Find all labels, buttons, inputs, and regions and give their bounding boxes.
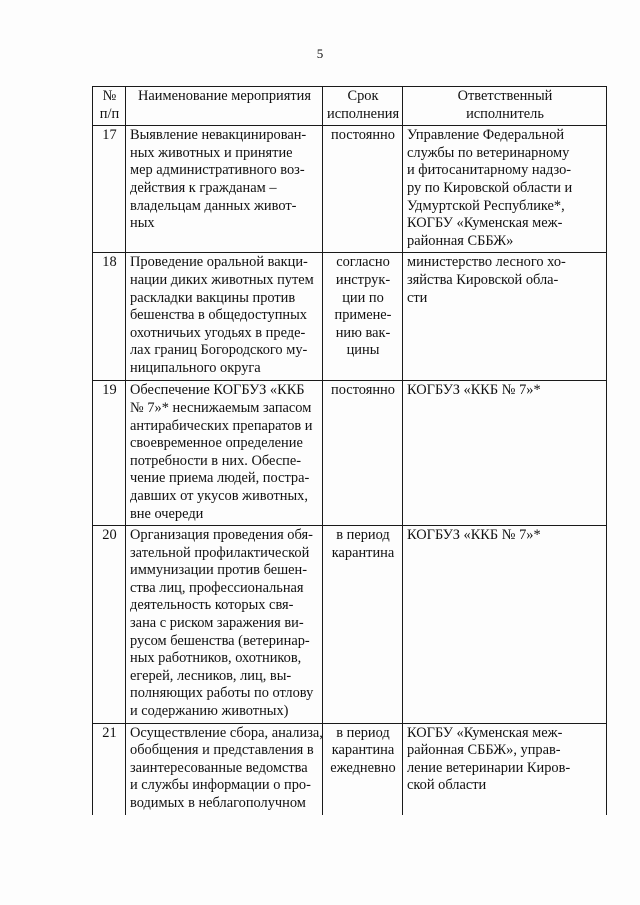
measure-name — [126, 126, 323, 253]
text-line: карантина — [331, 544, 395, 561]
table-row — [93, 253, 607, 381]
row-number: 18 — [93, 253, 126, 381]
text-line: антирабических препаратов и — [130, 417, 313, 434]
measures-table — [92, 86, 607, 815]
text-line: ных работников, охотников, — [130, 650, 302, 667]
text-line: лах границ Богородского му- — [130, 342, 308, 359]
text-line: иммунизации против бешен- — [130, 562, 308, 579]
text-line: Срок — [347, 88, 379, 104]
text-line: районная СББЖ», управ- — [407, 742, 561, 759]
text-line: сти — [407, 289, 428, 306]
measure-responsible — [403, 253, 607, 381]
measure-name — [126, 723, 323, 814]
header-num — [93, 87, 126, 126]
text-line: Наименование мероприятия — [138, 88, 311, 104]
table-row — [93, 723, 607, 814]
row-number: 20 — [93, 526, 126, 724]
text-line: службы по ветеринарному — [407, 144, 570, 161]
text-line: и фитосанитарному надзо- — [407, 162, 572, 179]
text-line: ской области — [407, 777, 487, 794]
text-line: постоянно — [331, 127, 395, 144]
text-line: п/п — [99, 105, 120, 122]
measure-term — [323, 526, 403, 724]
text-line: мер административного воз- — [130, 162, 305, 179]
text-line: зяйства Кировской обла- — [407, 271, 559, 288]
table-row — [93, 381, 607, 526]
measure-responsible — [403, 126, 607, 253]
text-line: № — [102, 88, 117, 104]
measure-name — [126, 381, 323, 526]
text-line: Обеспечение КОГБУЗ «ККБ — [130, 382, 305, 399]
table-header-row — [93, 87, 607, 126]
text-line: цины — [346, 342, 380, 359]
text-line: районная СББЖ» — [407, 232, 514, 249]
text-line: раскладки вакцины против — [130, 289, 296, 306]
row-number: 17 — [93, 126, 126, 253]
text-line: бешенства в общедоступных — [130, 307, 307, 324]
measure-term — [323, 253, 403, 381]
header-name — [126, 87, 323, 126]
text-line: охотничьих угодьях в преде- — [130, 324, 306, 341]
text-line: потребности в них. Обеспе- — [130, 452, 302, 469]
text-line: вне очереди — [130, 505, 204, 522]
measure-responsible — [403, 723, 607, 814]
text-line: ции по — [342, 289, 384, 306]
measure-responsible — [403, 526, 607, 724]
text-line: русом бешенства (ветеринар- — [130, 632, 310, 649]
text-line: действия к гражданам – — [130, 179, 277, 196]
text-line: нию вак- — [335, 324, 391, 341]
text-line: полняющих работы по отлову — [130, 685, 314, 702]
row-number: 19 — [93, 381, 126, 526]
text-line: исполнитель — [466, 105, 544, 122]
text-line: давших от укусов животных, — [130, 487, 308, 504]
text-line: зательной профилактической — [130, 544, 310, 561]
text-line: Выявление невакцинирован- — [130, 127, 307, 144]
text-line: карантина — [331, 742, 395, 759]
header-responsible — [403, 87, 607, 126]
text-line: КОГБУ «Куменская меж- — [407, 215, 563, 232]
text-line: ление ветеринарии Киров- — [407, 759, 571, 776]
table-row — [93, 126, 607, 253]
text-line: № 7»* неснижаемым запасом — [130, 399, 312, 416]
text-line: согласно — [336, 254, 390, 271]
text-line: чение приема людей, постра- — [130, 470, 310, 487]
text-line: своевременное определение — [130, 435, 303, 452]
text-line: Управление Федеральной — [407, 127, 565, 144]
measure-responsible — [403, 381, 607, 526]
text-line: ниципального округа — [130, 359, 261, 376]
header-term — [323, 87, 403, 126]
text-line: егерей, лесников, лиц, вы- — [130, 667, 292, 684]
text-line: деятельность которых свя- — [130, 597, 294, 614]
text-line: Удмуртской Республике*, — [407, 197, 565, 214]
text-line: ных — [130, 215, 155, 232]
text-line: обобщения и представления в — [130, 742, 314, 759]
text-line: примене- — [334, 307, 392, 324]
text-line: Проведение оральной вакци- — [130, 254, 308, 271]
text-line: Осуществление сбора, анализа, — [130, 724, 323, 741]
text-line: нации диких животных путем — [130, 271, 314, 288]
measure-term — [323, 723, 403, 814]
measure-name — [126, 526, 323, 724]
text-line: Ответственный — [457, 88, 553, 104]
table-row — [93, 526, 607, 724]
text-line: владельцам данных живот- — [130, 197, 297, 214]
text-line: ства лиц, профессиональная — [130, 579, 304, 596]
text-line: заинтересованные ведомства — [130, 759, 308, 776]
text-line: КОГБУ «Куменская меж- — [407, 724, 563, 741]
text-line: зана с риском заражения ви- — [130, 615, 304, 632]
measure-name — [126, 253, 323, 381]
text-line: в период — [336, 724, 390, 741]
text-line: министерство лесного хо- — [407, 254, 566, 271]
text-line: Организация проведения обя- — [130, 527, 313, 544]
text-line: ных животных и принятие — [130, 144, 293, 161]
text-line: водимых в неблагополучном — [130, 795, 306, 811]
measure-term — [323, 126, 403, 253]
text-line: в период — [336, 527, 390, 544]
text-line: КОГБУЗ «ККБ № 7»* — [407, 382, 541, 399]
text-line: и содержанию животных) — [130, 703, 289, 720]
text-line: исполнения — [327, 105, 400, 122]
page-number: 5 — [316, 46, 324, 61]
text-line: инструк- — [335, 271, 391, 288]
measure-term — [323, 381, 403, 526]
text-line: КОГБУЗ «ККБ № 7»* — [407, 527, 541, 544]
text-line: и службы информации о про- — [130, 777, 311, 794]
row-number: 21 — [93, 723, 126, 814]
text-line: ежедневно — [330, 759, 396, 776]
text-line: ру по Кировской области и — [407, 179, 573, 196]
text-line: постоянно — [331, 382, 395, 399]
